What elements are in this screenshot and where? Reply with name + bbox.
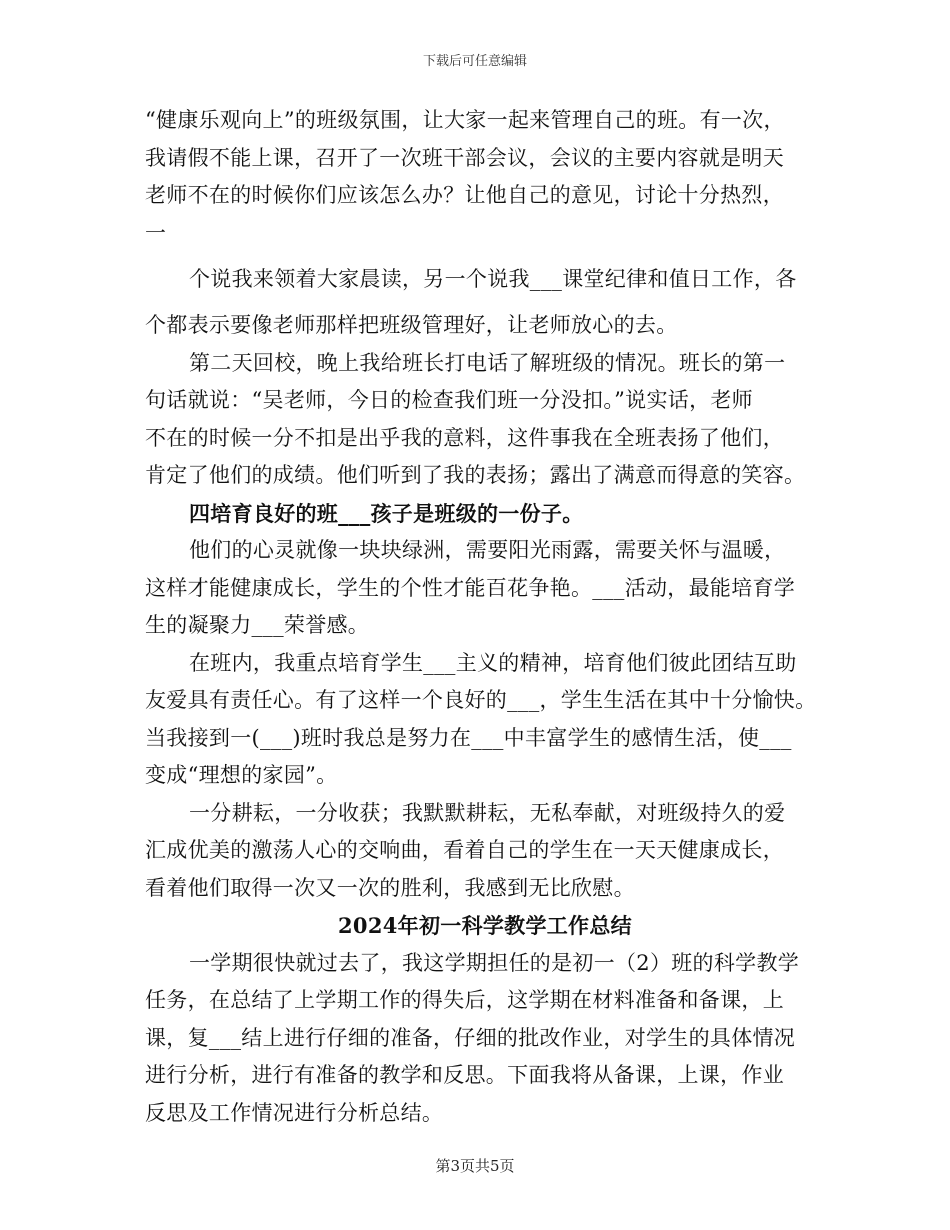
text-line: 这样才能健康成长，学生的个性才能百花争艳。___活动，最能培育学 [145, 575, 796, 600]
text-line: 个说我来领着大家晨读，另一个说我___课堂纪律和值日工作，各 [189, 267, 797, 291]
text-line: 汇成优美的激荡人心的交响曲，看着自己的学生在一天天健康成长， [145, 838, 784, 862]
text-line: “健康乐观向上”的班级氛围，让大家一起来管理自己的班。有一次， [145, 108, 785, 132]
paragraph-start: 他们的心灵就像一块块绿洲，需要阳光雨露，需要关怀与温暖， [189, 538, 786, 562]
section-heading: 四培育良好的班___孩子是班级的一份子。 [189, 500, 584, 526]
text-line: 一 [145, 220, 167, 245]
text-line: 看着他们取得一次又一次的胜利，我感到无比欣慰。 [145, 875, 635, 900]
text-line: 句话就说：“吴老师，今日的检查我们班一分没扣。”说实话，老师 [145, 388, 753, 412]
paragraph-start: 一学期很快就过去了，我这学期担任的是初一（2）班的科学教学 [189, 950, 800, 975]
text-line: 肯定了他们的成绩。他们听到了我的表扬；露出了满意而得意的笑容。 [145, 463, 806, 487]
paragraph-start: 第二天回校，晚上我给班长打电话了解班级的情况。班长的第一 [189, 350, 786, 375]
text-line: 生的凝聚力___荣誉感。 [145, 613, 370, 637]
text-line: 任务，在总结了上学期工作的得失后，这学期在材料准备和备课，上 [145, 988, 784, 1012]
document-body [145, 102, 825, 1132]
page-header-note: 下载后可任意编辑 [422, 54, 527, 69]
text-line: 进行分析，进行有准备的教学和反思。下面我将从备课，上课，作业 [145, 1063, 784, 1087]
text-line: 友爱具有责任心。有了这样一个良好的___，学生生活在其中十分愉快。 [145, 688, 817, 712]
text-line: 老师不在的时候你们应该怎么办？让他自己的意见，讨论十分热烈， [145, 183, 784, 207]
document-title: 2024年初一科学教学工作总结 [338, 913, 632, 938]
text-line: 反思及工作情况进行分析总结。 [145, 1100, 444, 1125]
paragraph-start: 一分耕耘，一分收获；我默默耕耘，无私奉献，对班级持久的爱 [189, 800, 786, 825]
text-line: 课，复___结上进行仔细的准备，仔细的批改作业，对学生的具体情况 [145, 1025, 796, 1050]
text-line: 不在的时候一分不扣是出乎我的意料，这件事我在全班表扬了他们， [145, 425, 784, 450]
text-line: 个都表示要像老师那样把班级管理好，让老师放心的去。 [145, 313, 678, 337]
page-number: 第3页共5页 [435, 1157, 515, 1175]
text-line: 当我接到一(___)班时我总是努力在___中丰富学生的感情生活，使___ [145, 725, 792, 750]
text-line: 变成“理想的家园”。 [145, 763, 338, 787]
paragraph-start: 在班内，我重点培育学生___主义的精神，培育他们彼此团结互助 [189, 650, 797, 675]
text-line: 我请假不能上课，召开了一次班干部会议，会议的主要内容就是明天 [145, 145, 784, 170]
